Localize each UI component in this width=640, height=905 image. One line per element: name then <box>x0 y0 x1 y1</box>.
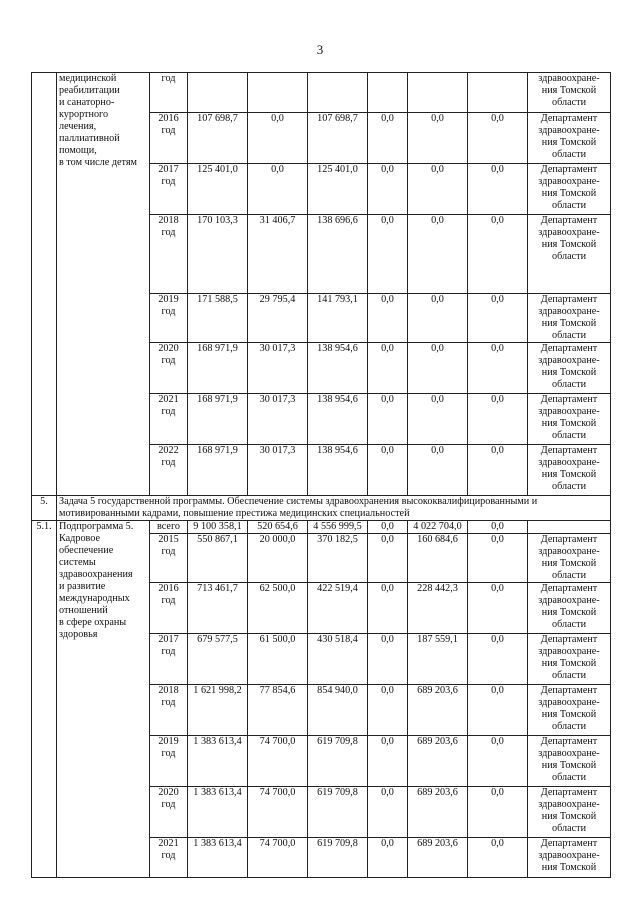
program-name-line: здравоохранения <box>59 569 133 580</box>
executor-line: ния Томской <box>541 811 597 822</box>
cell-total: 1 621 998,2 <box>188 685 248 736</box>
executor-line: области <box>551 97 587 108</box>
year-line: год <box>161 125 176 136</box>
cell-loc: 0,0 <box>368 343 408 394</box>
cell-total: 170 103,3 <box>188 215 248 294</box>
year-line: 2021 <box>158 838 179 849</box>
executor-line: Департамент <box>540 113 598 124</box>
executor-line: здравоохране- <box>538 306 600 317</box>
cell-reg: 138 954,6 <box>308 445 368 496</box>
executor-line: ния Томской <box>541 239 597 250</box>
table-row <box>32 73 611 113</box>
year-line: год <box>161 697 176 708</box>
cell-fund: 4 022 704,0 <box>408 521 468 534</box>
cell-fund: 689 203,6 <box>408 838 468 878</box>
executor-line: Департамент <box>540 736 598 747</box>
executor-line: здравоохране- <box>538 125 600 136</box>
cell-loc: 0,0 <box>368 394 408 445</box>
cell-reg: 422 519,4 <box>308 583 368 634</box>
cell-fed: 77 854,6 <box>248 685 308 736</box>
executor-line: Департамент <box>540 164 598 175</box>
executor-line: области <box>551 619 587 630</box>
program-name-line: отношений <box>59 605 108 616</box>
executor-cell <box>528 394 611 445</box>
program-name-line: помощи, <box>59 145 97 156</box>
executor-cell <box>528 634 611 685</box>
program-name-line: обеспечение <box>59 545 114 556</box>
cell-total: 9 100 358,1 <box>188 521 248 534</box>
executor-line: области <box>551 772 587 783</box>
cell-other: 0,0 <box>468 736 528 787</box>
cell-total: 1 383 613,4 <box>188 736 248 787</box>
cell-total: 550 867,1 <box>188 534 248 583</box>
cell-fund: 187 559,1 <box>408 634 468 685</box>
year-line: 2018 <box>158 215 179 226</box>
year-cell <box>150 583 188 634</box>
program-name-line: медицинской <box>59 73 117 84</box>
cell-loc: 0,0 <box>368 294 408 343</box>
program-name-line: реабилитации <box>59 85 120 96</box>
year-cell <box>150 164 188 215</box>
cell-other: 0,0 <box>468 394 528 445</box>
program-name-line: и развитие <box>59 581 106 592</box>
year-line: год <box>161 355 176 366</box>
cell-loc: 0,0 <box>368 838 408 878</box>
executor-line: здравоохране- <box>538 697 600 708</box>
cell-loc: 0,0 <box>368 685 408 736</box>
cell-fund <box>408 73 468 113</box>
executor-line: области <box>551 330 587 341</box>
task-row <box>32 496 611 521</box>
cell-other <box>468 73 528 113</box>
cell-reg: 4 556 999,5 <box>308 521 368 534</box>
cell-reg: 430 518,4 <box>308 634 368 685</box>
year-line: 2016 <box>158 583 179 594</box>
executor-cell <box>528 534 611 583</box>
cell-reg: 138 954,6 <box>308 343 368 394</box>
cell-fed: 0,0 <box>248 164 308 215</box>
cell-other: 0,0 <box>468 838 528 878</box>
row-number-cell <box>32 73 57 496</box>
year-line: 2016 <box>158 113 179 124</box>
cell-other: 0,0 <box>468 583 528 634</box>
executor-line: Департамент <box>540 685 598 696</box>
year-line: год <box>161 850 176 861</box>
year-line: год <box>161 176 176 187</box>
cell-fund: 228 442,3 <box>408 583 468 634</box>
cell-reg: 138 696,6 <box>308 215 368 294</box>
cell-fed: 30 017,3 <box>248 394 308 445</box>
cell-total: 679 577,5 <box>188 634 248 685</box>
executor-line: ния Томской <box>541 760 597 771</box>
cell-other: 0,0 <box>468 294 528 343</box>
cell-other: 0,0 <box>468 113 528 164</box>
executor-line: Департамент <box>540 787 598 798</box>
executor-cell <box>528 583 611 634</box>
program-name-line: Подпрограмма 5. <box>59 521 134 532</box>
cell-fund: 0,0 <box>408 294 468 343</box>
program-name-cell <box>57 73 150 496</box>
executor-line: Департамент <box>540 583 598 594</box>
year-cell <box>150 685 188 736</box>
year-line: год <box>161 546 176 557</box>
cell-fed: 29 795,4 <box>248 294 308 343</box>
cell-total: 1 383 613,4 <box>188 787 248 838</box>
program-name-line: и санаторно- <box>59 97 115 108</box>
page-number: 3 <box>316 42 324 57</box>
executor-cell <box>528 521 611 534</box>
program-name-line: паллиативной <box>59 133 120 144</box>
year-line: год <box>161 227 176 238</box>
cell-reg: 370 182,5 <box>308 534 368 583</box>
cell-other: 0,0 <box>468 534 528 583</box>
cell-fed: 74 700,0 <box>248 787 308 838</box>
executor-line: здравоохране- <box>538 799 600 810</box>
executor-line: Департамент <box>540 445 598 456</box>
year-line: 2022 <box>158 445 179 456</box>
executor-cell <box>528 294 611 343</box>
executor-line: области <box>551 670 587 681</box>
year-cell <box>150 113 188 164</box>
cell-loc: 0,0 <box>368 164 408 215</box>
program-name-line: системы <box>59 557 96 568</box>
cell-loc: 0,0 <box>368 534 408 583</box>
year-line: год <box>161 799 176 810</box>
year-line: 2015 <box>158 534 179 545</box>
executor-cell <box>528 113 611 164</box>
cell-other: 0,0 <box>468 685 528 736</box>
executor-cell <box>528 787 611 838</box>
cell-other: 0,0 <box>468 445 528 496</box>
cell-total: 168 971,9 <box>188 394 248 445</box>
executor-line: здравоохране- <box>538 73 600 84</box>
executor-line: ния Томской <box>541 418 597 429</box>
cell-total: 125 401,0 <box>188 164 248 215</box>
cell-total: 1 383 613,4 <box>188 838 248 878</box>
cell-fed: 30 017,3 <box>248 445 308 496</box>
row-number-cell: 5.1. <box>32 521 57 878</box>
year-cell <box>150 445 188 496</box>
executor-line: ния Томской <box>541 367 597 378</box>
cell-total: 107 698,7 <box>188 113 248 164</box>
executor-line: здравоохране- <box>538 176 600 187</box>
year-cell: всего <box>150 521 188 534</box>
cell-total: 713 461,7 <box>188 583 248 634</box>
year-line: 2021 <box>158 394 179 405</box>
cell-fund: 0,0 <box>408 113 468 164</box>
executor-cell <box>528 838 611 878</box>
executor-line: ния Томской <box>541 137 597 148</box>
program-name-line: международных <box>59 593 130 604</box>
cell-fund: 0,0 <box>408 394 468 445</box>
executor-line: здравоохране- <box>538 748 600 759</box>
executor-cell <box>528 73 611 113</box>
executor-cell <box>528 736 611 787</box>
program-name-line: здоровья <box>59 629 98 640</box>
cell-fed: 61 500,0 <box>248 634 308 685</box>
cell-fed: 74 700,0 <box>248 736 308 787</box>
executor-line: Департамент <box>540 343 598 354</box>
executor-line: ния Томской <box>541 85 597 96</box>
executor-line: Департамент <box>540 534 598 545</box>
executor-line: области <box>551 200 587 211</box>
executor-line: области <box>551 149 587 160</box>
executor-line: Департамент <box>540 394 598 405</box>
cell-reg <box>308 73 368 113</box>
executor-line: области <box>551 823 587 834</box>
program-budget-table <box>31 72 611 878</box>
cell-reg: 107 698,7 <box>308 113 368 164</box>
year-cell <box>150 394 188 445</box>
year-line: 2017 <box>158 164 179 175</box>
year-cell <box>150 634 188 685</box>
cell-fund: 160 684,6 <box>408 534 468 583</box>
executor-line: ния Томской <box>541 188 597 199</box>
cell-fed: 0,0 <box>248 113 308 164</box>
executor-line: здравоохране- <box>538 646 600 657</box>
executor-line: здравоохране- <box>538 595 600 606</box>
executor-cell <box>528 445 611 496</box>
cell-loc: 0,0 <box>368 634 408 685</box>
executor-line: Департамент <box>540 634 598 645</box>
cell-reg: 141 793,1 <box>308 294 368 343</box>
cell-fund: 0,0 <box>408 215 468 294</box>
cell-fund: 689 203,6 <box>408 736 468 787</box>
program-name-line: в сфере охраны <box>59 617 127 628</box>
executor-line: ния Томской <box>541 318 597 329</box>
executor-line: Департамент <box>540 215 598 226</box>
executor-cell <box>528 215 611 294</box>
year-line: 2018 <box>158 685 179 696</box>
cell-reg: 619 709,8 <box>308 838 368 878</box>
cell-loc: 0,0 <box>368 445 408 496</box>
program-name-line: лечения, <box>59 121 97 132</box>
cell-total: 171 588,5 <box>188 294 248 343</box>
year-line: год <box>161 73 176 84</box>
executor-cell <box>528 685 611 736</box>
cell-fund: 0,0 <box>408 343 468 394</box>
cell-total: 168 971,9 <box>188 445 248 496</box>
cell-reg: 619 709,8 <box>308 787 368 838</box>
executor-line: ния Томской <box>541 709 597 720</box>
executor-cell <box>528 164 611 215</box>
cell-fed: 520 654,6 <box>248 521 308 534</box>
executor-line: ния Томской <box>541 469 597 480</box>
cell-fed: 74 700,0 <box>248 838 308 878</box>
cell-loc: 0,0 <box>368 736 408 787</box>
cell-fed: 20 000,0 <box>248 534 308 583</box>
executor-line: ния Томской <box>541 607 597 618</box>
cell-fed: 62 500,0 <box>248 583 308 634</box>
cell-loc <box>368 73 408 113</box>
cell-fund: 689 203,6 <box>408 685 468 736</box>
cell-loc: 0,0 <box>368 787 408 838</box>
executor-line: здравоохране- <box>538 355 600 366</box>
cell-other: 0,0 <box>468 164 528 215</box>
year-line: 2017 <box>158 634 179 645</box>
executor-line: области <box>551 721 587 732</box>
year-line: год <box>161 646 176 657</box>
cell-loc: 0,0 <box>368 113 408 164</box>
executor-line: ния Томской <box>541 558 597 569</box>
program-name-line: курортного <box>59 109 109 120</box>
executor-line: здравоохране- <box>538 850 600 861</box>
cell-other: 0,0 <box>468 521 528 534</box>
cell-fed <box>248 73 308 113</box>
cell-reg: 619 709,8 <box>308 736 368 787</box>
cell-other: 0,0 <box>468 215 528 294</box>
executor-line: области <box>551 430 587 441</box>
year-cell <box>150 534 188 583</box>
cell-loc: 0,0 <box>368 583 408 634</box>
cell-other: 0,0 <box>468 787 528 838</box>
cell-total <box>188 73 248 113</box>
cell-total: 168 971,9 <box>188 343 248 394</box>
executor-line: ния Томской <box>541 658 597 669</box>
cell-reg: 854 940,0 <box>308 685 368 736</box>
year-line: 2019 <box>158 736 179 747</box>
executor-line: здравоохране- <box>538 406 600 417</box>
year-line: 2020 <box>158 787 179 798</box>
cell-fed: 31 406,7 <box>248 215 308 294</box>
executor-line: области <box>551 570 587 581</box>
cell-fund: 0,0 <box>408 164 468 215</box>
year-cell <box>150 838 188 878</box>
year-cell <box>150 294 188 343</box>
year-line: год <box>161 748 176 759</box>
executor-line: области <box>551 251 587 262</box>
executor-line: ния Томской <box>541 862 597 873</box>
executor-cell <box>528 343 611 394</box>
executor-line: области <box>551 379 587 390</box>
executor-line: здравоохране- <box>538 457 600 468</box>
program-name-line: Кадровое <box>59 533 101 544</box>
cell-other: 0,0 <box>468 634 528 685</box>
program-name-line: в том числе детям <box>59 157 137 168</box>
year-cell <box>150 736 188 787</box>
executor-line: здравоохране- <box>538 546 600 557</box>
executor-line: области <box>551 481 587 492</box>
year-line: 2020 <box>158 343 179 354</box>
year-line: год <box>161 457 176 468</box>
executor-line: Департамент <box>540 294 598 305</box>
year-line: 2019 <box>158 294 179 305</box>
year-line: год <box>161 406 176 417</box>
cell-fund: 689 203,6 <box>408 787 468 838</box>
cell-other: 0,0 <box>468 343 528 394</box>
executor-line: Департамент <box>540 838 598 849</box>
task-title: Задача 5 государственной программы. Обеспечение системы здравоохранения высококвалифицированными и мотивированными кадрами, повышение престижа медицинских специальностей <box>57 496 611 521</box>
executor-line: здравоохране- <box>538 227 600 238</box>
cell-reg: 138 954,6 <box>308 394 368 445</box>
task-number: 5. <box>32 496 57 521</box>
year-line: год <box>161 595 176 606</box>
year-cell <box>150 215 188 294</box>
year-cell <box>150 787 188 838</box>
table-row <box>32 521 611 534</box>
cell-reg: 125 401,0 <box>308 164 368 215</box>
cell-loc: 0,0 <box>368 521 408 534</box>
cell-fed: 30 017,3 <box>248 343 308 394</box>
year-cell <box>150 343 188 394</box>
program-name-cell <box>57 521 150 878</box>
year-cell <box>150 73 188 113</box>
cell-loc: 0,0 <box>368 215 408 294</box>
cell-fund: 0,0 <box>408 445 468 496</box>
year-line: год <box>161 306 176 317</box>
